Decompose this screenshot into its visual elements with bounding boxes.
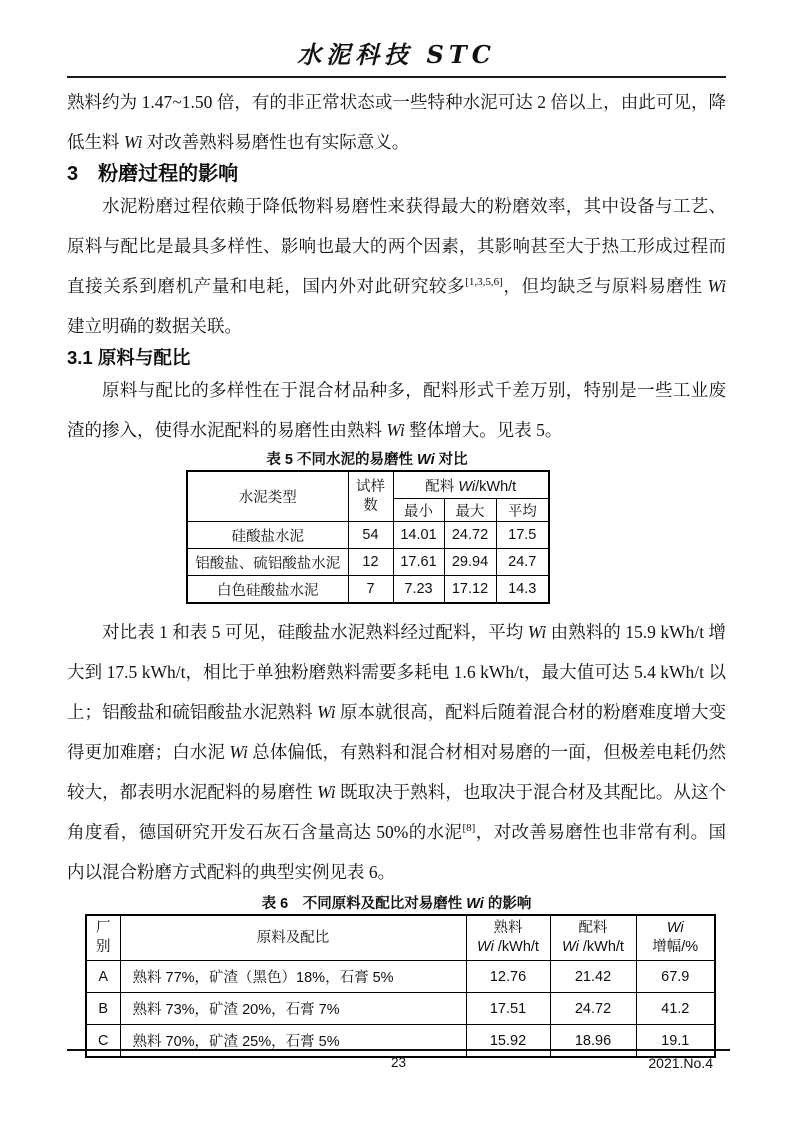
footer-issue-label: 2021.No.4: [648, 1055, 713, 1071]
table-5-cell-avg: 24.7: [496, 549, 549, 576]
footer-page-number: 23: [390, 1055, 407, 1070]
journal-title: 水泥科技 STC: [297, 40, 496, 69]
table-5-header-avg: 平均: [496, 499, 549, 522]
section-3-heading: 3 粉磨过程的影响: [67, 163, 239, 185]
table-5-header-min: 最小: [393, 499, 444, 522]
table-6-cell-mix: 熟料 73%，矿渣 20%，石膏 7%: [120, 993, 466, 1025]
table-5-cell-max: 29.94: [444, 549, 496, 576]
table-5-cell-count: 54: [348, 522, 393, 549]
table-row: [86, 961, 715, 993]
table-5-cell-avg: 14.3: [496, 576, 549, 604]
table-5-cell-min: 7.23: [393, 576, 444, 604]
table-6-header-increase-line1: Wi: [666, 920, 684, 936]
table-6-cell-clinker: 17.51: [466, 993, 550, 1025]
table-6-cell-mix: 熟料 70%，矿渣 25%，石膏 5%: [120, 1025, 466, 1058]
table-6-cell-batch: 18.96: [550, 1025, 636, 1058]
table-6-header-clinker-line1: 熟料: [493, 920, 523, 936]
table-6-cell-plant: C: [86, 1025, 120, 1058]
table-6-header-plant-line1: 厂: [96, 920, 111, 936]
table-5-cell-min: 17.61: [393, 549, 444, 576]
table-5-header-sample-count-line1: 试样: [356, 478, 385, 495]
table-6-cell-clinker: 12.76: [466, 961, 550, 993]
table-6-header-batch-line1: 配料: [578, 920, 608, 936]
table-5-cell-type: 白色硅酸盐水泥: [187, 576, 348, 604]
table-5-header-max: 最大: [444, 499, 496, 522]
table-5-header-sample-count-line2: 数: [363, 497, 378, 514]
table-6: [85, 914, 716, 1058]
table-6-cell-plant: B: [86, 993, 120, 1025]
table-row: [86, 993, 715, 1025]
table-6-cell-increase: 19.1: [636, 1025, 715, 1058]
table-6-cell-plant: A: [86, 961, 120, 993]
table-5-cell-avg: 17.5: [496, 522, 549, 549]
table-row: [187, 522, 549, 549]
table-row: [187, 549, 549, 576]
table-6-header-increase: [636, 915, 715, 961]
table-5: [186, 470, 550, 604]
discussion-text-2: ，对改善易磨性也非常有利。国内以混合粉磨方式配料的典型实例见表 6。: [67, 822, 727, 882]
table-6-header-clinker-wi: [466, 915, 550, 961]
discussion-paragraph: [67, 612, 726, 892]
table-6-header-plant-line2: 别: [96, 939, 111, 955]
reference-marker: [8]: [462, 822, 476, 835]
table-row: [86, 1025, 715, 1058]
table-6-cell-batch: 24.72: [550, 993, 636, 1025]
section-3-text-1: 水泥粉磨过程依赖于降低物料易磨性来获得最大的粉磨效率，其中设备与工艺、原料与配比是最具多样性、影响也最大的两个因素，其影响甚至大于热工形成过程而直接关系到磨机产量和电耗，国内外对此研究较多: [67, 196, 726, 296]
header-rule: [67, 76, 726, 78]
table-5-cell-type: 硅酸盐水泥: [187, 522, 348, 549]
table-5-header-cement-type: 水泥类型: [187, 471, 348, 522]
table-5-cell-type: 铝酸盐、硫铝酸盐水泥: [187, 549, 348, 576]
table-5-header-group-wi: 配料 Wi/kWh/t: [393, 471, 549, 499]
table-5-header-sample-count: [348, 471, 393, 522]
table-6-header-batch-line2: Wi /kWh/t: [562, 939, 624, 955]
section-3-text-2: ，但均缺乏与原料易磨性 Wi 建立明确的数据关联。: [67, 276, 727, 336]
table-6-header-plant: [86, 915, 120, 961]
table-5-caption: 表 5 不同水泥的易磨性 Wi 对比: [266, 452, 468, 468]
table-5-cell-min: 14.01: [393, 522, 444, 549]
table-6-header-batch-wi: [550, 915, 636, 961]
table-5-cell-count: 12: [348, 549, 393, 576]
section-3-paragraph: [67, 186, 726, 346]
table-6-header-mix: 原料及配比: [120, 915, 466, 961]
table-6-header-clinker-line2: Wi /kWh/t: [477, 939, 539, 955]
section-3-1-paragraph: 原料与配比的多样性在于混合材品种多，配料形式千差万别，特别是一些工业废渣的掺入，使得水泥配料的易磨性由熟料 Wi 整体增大。见表 5。: [67, 380, 726, 440]
section-3-1-heading: 3.1 原料与配比: [67, 347, 191, 368]
table-5-cell-count: 7: [348, 576, 393, 604]
footer-rule: [67, 1049, 730, 1051]
table-6-cell-clinker: 15.92: [466, 1025, 550, 1058]
table-6-header-increase-line2: 增幅/%: [652, 939, 699, 955]
table-row: [187, 576, 549, 604]
reference-marker: [1,3,5,6]: [465, 276, 503, 289]
table-5-cell-max: 24.72: [444, 522, 496, 549]
table-6-cell-mix: 熟料 77%，矿渣（黑色）18%，石膏 5%: [120, 961, 466, 993]
table-5-cell-max: 17.12: [444, 576, 496, 604]
table-6-cell-increase: 41.2: [636, 993, 715, 1025]
table-6-caption: 表 6 不同原料及配比对易磨性 Wi 的影响: [261, 896, 532, 912]
table-6-cell-increase: 67.9: [636, 961, 715, 993]
table-6-cell-batch: 21.42: [550, 961, 636, 993]
discussion-text-1: 对比表 1 和表 5 可见，硅酸盐水泥熟料经过配料，平均 Wi 由熟料的 15.9 kWh/t 增大到 17.5 kWh/t，相比于单独粉磨熟料需要多耗电 1.6 kWh/t，最大值可达 5.4 kWh/t 以上；铝酸盐和硫铝酸盐水泥熟料 Wi 原本就很高，配料后随着混合材的粉磨难度增大变得更加难磨；白水泥 Wi 总体偏低，有熟料和混合材相对易磨的一面，但极差电耗仍然较大，都表明水泥配料的易磨性 Wi 既取决于熟料，也取决于混合材及其配比。从这个角度看，德国研究开发石灰石含量高达 50%的水泥: [67, 622, 727, 842]
intro-paragraph: 熟料约为 1.47~1.50 倍，有的非正常状态或一些特种水泥可达 2 倍以上，由此可见，降低生料 Wi 对改善熟料易磨性也有实际意义。: [67, 92, 726, 152]
